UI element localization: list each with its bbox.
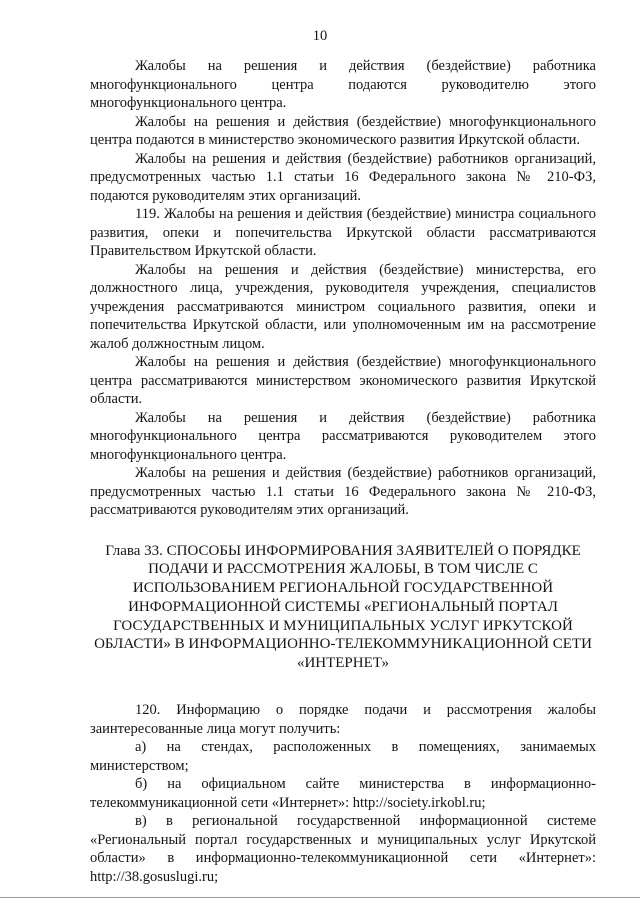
- paragraph: Жалобы на решения и действия (бездействие) многофункционального центра подаются в министерство экономического развития Иркутской области.: [90, 113, 596, 148]
- document-body: [90, 57, 596, 886]
- chapter-heading: Глава 33. СПОСОБЫ ИНФОРМИРОВАНИЯ ЗАЯВИТЕЛЕЙ О ПОРЯДКЕ ПОДАЧИ И РАССМОТРЕНИЯ ЖАЛОБЫ, В ТОМ ЧИСЛЕ С ИСПОЛЬЗОВАНИЕМ РЕГИОНАЛЬНОЙ ГОСУДАРСТВЕННОЙ ИНФОРМАЦИОННОЙ СИСТЕМЫ «РЕГИОНАЛЬНЫЙ ПОРТАЛ ГОСУДАРСТВЕННЫХ И МУНИЦИПАЛЬНЫХ УСЛУГ ИРКУТСКОЙ ОБЛАСТИ» В ИНФОРМАЦИОННО-ТЕЛЕКОММУНИКАЦИОННОЙ СЕТИ «ИНТЕРНЕТ»: [94, 542, 592, 672]
- page-number: 10: [312, 28, 328, 44]
- paragraph: Жалобы на решения и действия (бездействие) работников организаций, предусмотренных частью 1.1 статьи 16 Федерального закона № 210-ФЗ, подаются руководителям этих организаций.: [90, 150, 596, 204]
- list-item: в) в региональной государственной информационной системе «Региональный портал государственных и муниципальных услуг Иркутской области» в информационно-телекоммуникационной сети «Интернет»: http://38.gosuslugi.ru;: [90, 813, 596, 885]
- paragraph: 120. Информацию о порядке подачи и рассмотрения жалобы заинтересованные лица могут получить:: [90, 702, 596, 737]
- paragraph: 119. Жалобы на решения и действия (бездействие) министра социального развития, опеки и попечительства Иркутской области рассматриваются Правительством Иркутской области.: [90, 206, 596, 259]
- paragraph: Жалобы на решения и действия (бездействие) работника многофункционального центра подаются руководителю этого многофункционального центра.: [90, 58, 596, 111]
- paragraph: Жалобы на решения и действия (бездействие) министерства, его должностного лица, учреждения, руководителя учреждения, специалистов учреждения рассматриваются министром социального развития, опеки и попечительства Иркутской области, или уполномоченным им на рассмотрение жалоб должностным лицом.: [90, 261, 596, 352]
- paragraph: Жалобы на решения и действия (бездействие) многофункционального центра рассматриваются министерством экономического развития Иркутской области.: [90, 354, 596, 407]
- paragraph: Жалобы на решения и действия (бездействие) работника многофункционального центра рассматриваются руководителем этого многофункционального центра.: [90, 409, 596, 463]
- paragraph: Жалобы на решения и действия (бездействие) работников организаций, предусмотренных частью 1.1 статьи 16 Федерального закона № 210-ФЗ, рассматриваются руководителям этих организаций.: [90, 465, 596, 518]
- page-bottom-edge: [0, 897, 640, 898]
- list-item: а) на стендах, расположенных в помещениях, занимаемых министерством;: [90, 739, 596, 774]
- list-item: б) на официальном сайте министерства в информационно-телекоммуникационной сети «Интернет»: http://society.irkobl.ru;: [90, 776, 596, 811]
